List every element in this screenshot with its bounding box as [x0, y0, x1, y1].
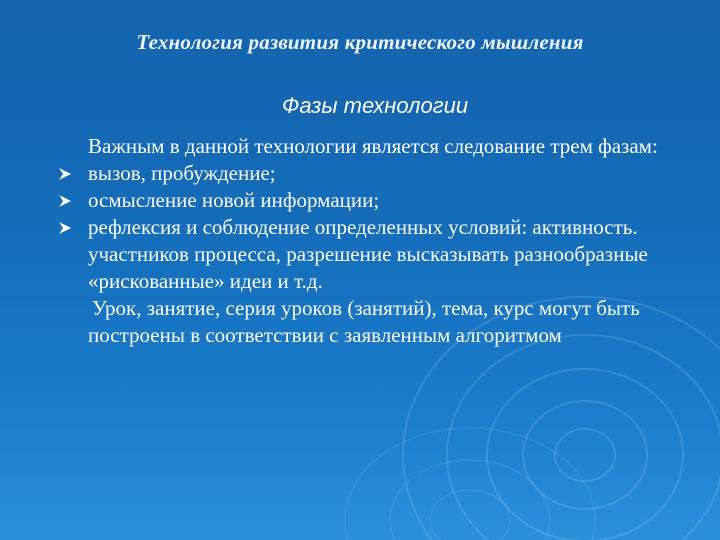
intro-text: Важным в данной технологии является следование трем фазам: [88, 134, 658, 158]
bullet-text: рефлексия и соблюдение определенных условий: активность. участников процесса, разрешение высказывать разнообразные «рискованные» идеи и т.д. [88, 215, 648, 293]
bullet-item [50, 160, 680, 187]
slide-title: Технология развития критического мышления [136, 30, 584, 54]
arrowhead-bullet-icon [58, 167, 72, 181]
slide-subtitle: Фазы технологии [281, 93, 469, 118]
closing-text: Урок, занятие, серия уроков (занятий), тема, курс могут быть построены в соответствии с заявленным алгоритмом [88, 296, 640, 347]
slide-content [50, 133, 680, 349]
bullet-item [50, 187, 680, 214]
bullet-item [50, 214, 680, 295]
bullet-text: вызов, пробуждение; [88, 161, 276, 185]
bullet-text: осмысление новой информации; [88, 188, 380, 212]
arrowhead-bullet-icon [58, 194, 72, 208]
closing-paragraph [50, 295, 680, 349]
intro-paragraph [50, 133, 680, 160]
arrowhead-bullet-icon [58, 221, 72, 235]
